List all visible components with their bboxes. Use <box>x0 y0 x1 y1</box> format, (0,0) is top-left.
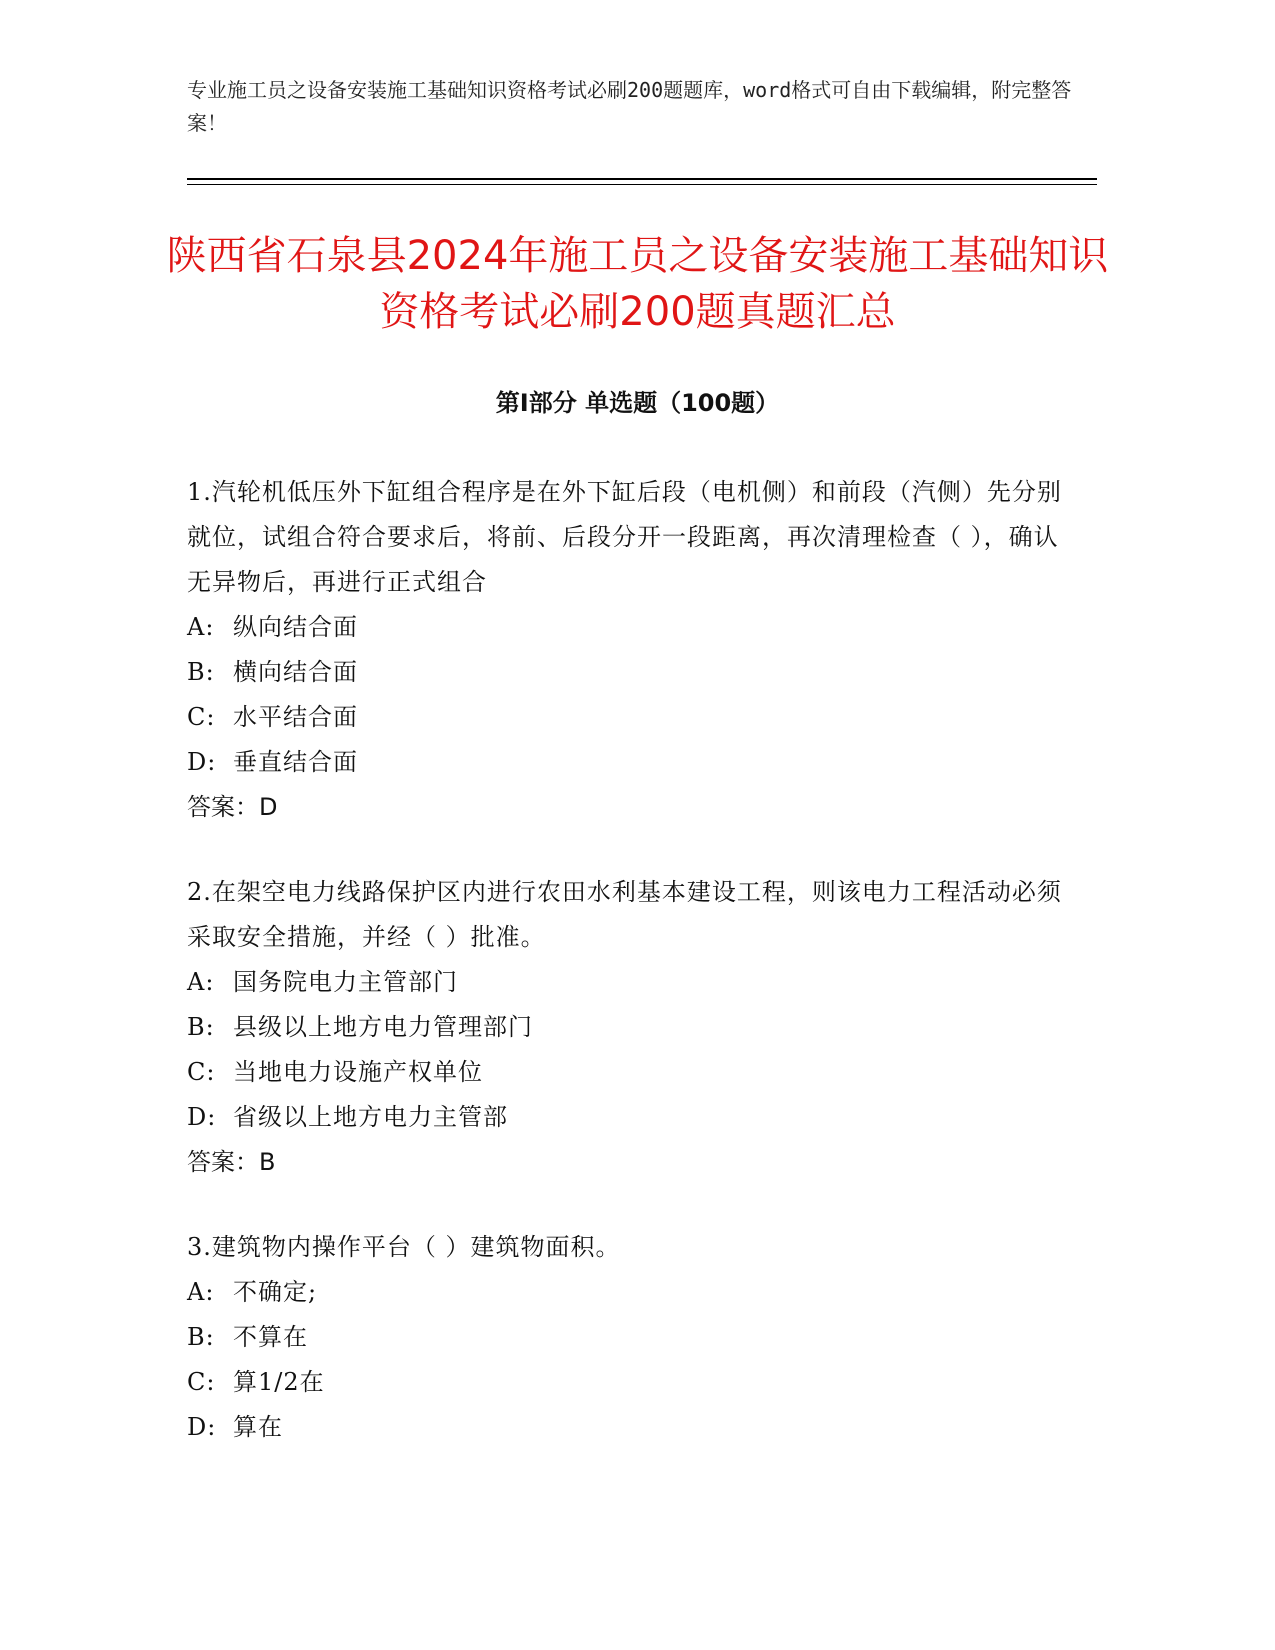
answer: 答案：D <box>187 793 278 821</box>
option-d <box>187 1095 1067 1140</box>
header-note: 专业施工员之设备安装施工基础知识资格考试必刷200题题库，word格式可自由下载编辑，附完整答案！ <box>187 78 1072 135</box>
option-text: 不确定; <box>233 1278 318 1306</box>
option-text: 当地电力设施产权单位 <box>233 1058 483 1086</box>
question-text: 3.建筑物内操作平台（ ）建筑物面积。 <box>187 1233 621 1261</box>
option-letter: D: <box>187 1103 217 1131</box>
question-list <box>187 470 1067 1490</box>
option-letter: B: <box>187 1013 215 1041</box>
option-a <box>187 960 1067 1005</box>
option-text: 县级以上地方电力管理部门 <box>233 1013 533 1041</box>
option-letter: C: <box>187 1368 216 1396</box>
option-letter: B: <box>187 658 215 686</box>
header-divider-thick <box>187 178 1097 180</box>
option-d <box>187 740 1067 785</box>
option-text: 省级以上地方电力主管部 <box>233 1103 508 1131</box>
option-text: 国务院电力主管部门 <box>233 968 458 996</box>
option-letter: A: <box>187 613 215 641</box>
option-a <box>187 605 1067 650</box>
option-text: 算在 <box>233 1413 283 1441</box>
option-d <box>187 1405 1067 1450</box>
option-c <box>187 1360 1067 1405</box>
option-letter: B: <box>187 1323 215 1351</box>
option-letter: C: <box>187 1058 216 1086</box>
option-b <box>187 1315 1067 1360</box>
option-a <box>187 1270 1067 1315</box>
option-letter: D: <box>187 1413 217 1441</box>
section-heading: 第Ⅰ部分 单选题（100题） <box>495 389 780 417</box>
document-title: 陕西省石泉县2024年施工员之设备安装施工基础知识资格考试必刷200题真题汇总 <box>166 233 1109 335</box>
header-divider-thin <box>187 184 1097 185</box>
option-text: 纵向结合面 <box>233 613 358 641</box>
question-text: 2.在架空电力线路保护区内进行农田水利基本建设工程，则该电力工程活动必须采取安全措施，并经（ ）批准。 <box>187 878 1062 951</box>
option-text: 算1/2在 <box>233 1368 325 1396</box>
option-text: 不算在 <box>233 1323 308 1351</box>
question-1 <box>187 470 1067 830</box>
answer: 答案：B <box>187 1148 276 1176</box>
option-letter: A: <box>187 1278 215 1306</box>
option-b <box>187 650 1067 695</box>
question-text: 1.汽轮机低压外下缸组合程序是在外下缸后段（电机侧）和前段（汽侧）先分别就位，试组合符合要求后，将前、后段分开一段距离，再次清理检查（ ），确认无异物后，再进行正式组合 <box>187 478 1062 596</box>
option-text: 横向结合面 <box>233 658 358 686</box>
question-3 <box>187 1225 1067 1450</box>
option-letter: A: <box>187 968 215 996</box>
option-text: 垂直结合面 <box>233 748 358 776</box>
option-c <box>187 695 1067 740</box>
option-text: 水平结合面 <box>233 703 358 731</box>
option-letter: C: <box>187 703 216 731</box>
option-b <box>187 1005 1067 1050</box>
question-2 <box>187 870 1067 1185</box>
option-letter: D: <box>187 748 217 776</box>
option-c <box>187 1050 1067 1095</box>
